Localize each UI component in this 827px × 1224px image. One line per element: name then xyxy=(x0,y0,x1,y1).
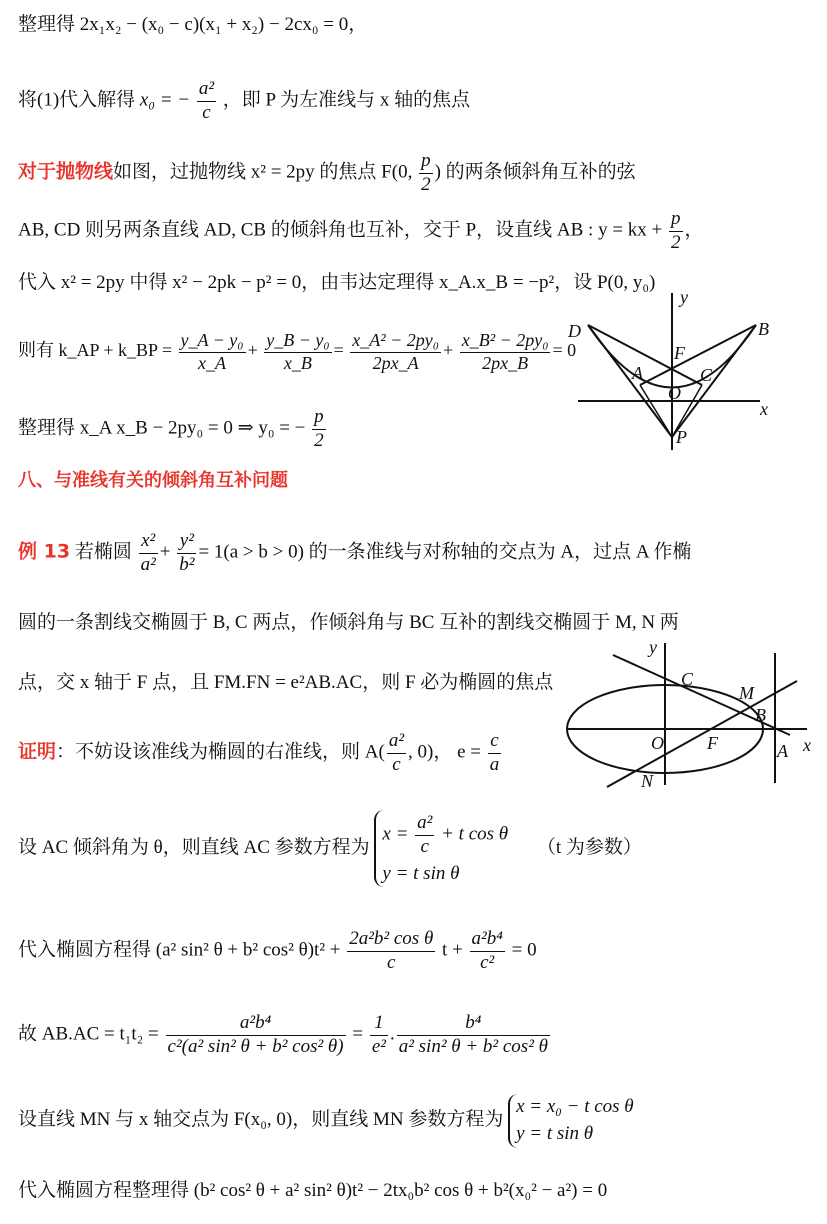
numerator: p xyxy=(419,150,433,174)
fraction xyxy=(460,330,551,374)
line-ad xyxy=(588,325,672,437)
text: = 0 xyxy=(511,939,537,961)
fraction xyxy=(350,330,441,374)
label-p: P xyxy=(676,427,687,447)
text: = 0 xyxy=(552,340,577,361)
parametric-system xyxy=(374,810,508,887)
numerator: c xyxy=(488,730,502,754)
fraction xyxy=(387,730,406,777)
system-row xyxy=(382,810,508,861)
text: + t cos θ xyxy=(441,823,509,845)
section-heading xyxy=(18,470,288,492)
denominator: 2 xyxy=(421,173,431,195)
text: x = xyxy=(382,823,409,845)
text: ) 的两条倾斜角互补的弦 xyxy=(434,161,636,183)
denominator: 2 xyxy=(314,429,324,451)
text: ：不妨设该准线为椭圆的右准线，则 A( xyxy=(56,741,385,763)
label-y: y xyxy=(649,637,657,657)
label-x: x xyxy=(760,399,768,419)
denominator: c²(a² sin² θ + b² cos² θ) xyxy=(167,1035,344,1057)
denominator: a² sin² θ + b² cos² θ xyxy=(398,1035,548,1057)
denominator: a² xyxy=(140,553,156,575)
label-a: A xyxy=(777,741,788,761)
denominator: c xyxy=(387,951,396,973)
text: 则有 k_AP + k_BP = xyxy=(18,340,172,361)
parametric-system xyxy=(508,1094,634,1148)
denominator: c xyxy=(202,101,211,123)
result-line xyxy=(18,406,328,453)
text: t + xyxy=(442,939,463,961)
system-row: y = t sin θ xyxy=(382,862,460,884)
fraction xyxy=(312,406,326,453)
label-a: A xyxy=(632,363,643,383)
text: 如图，过抛物线 x² = 2py 的焦点 F(0, xyxy=(113,161,413,183)
denominator: 2px_A xyxy=(372,352,419,373)
label-y: y xyxy=(680,287,688,307)
denominator: a xyxy=(489,753,500,775)
parabola-tag: 对于抛物线 xyxy=(18,160,114,183)
final-equation-line xyxy=(18,1180,607,1203)
proof-tag: 证明 xyxy=(18,740,57,763)
product-line xyxy=(18,1012,552,1059)
numerator: y_A − y₀ xyxy=(179,330,246,353)
equation-text: 整理得 2x₁x₂ − (x₀ − c)(x₁ + x₂) − 2cx₀ = 0， xyxy=(18,14,368,35)
fraction xyxy=(470,928,505,975)
numerator: y_B − y₀ xyxy=(264,330,331,353)
secant-mn xyxy=(607,681,797,787)
label-c: C xyxy=(700,365,713,385)
text: （t 为参数） xyxy=(536,837,642,859)
system-row: y = t sin θ xyxy=(516,1122,594,1144)
text: 设 AC 倾斜角为 θ，则直线 AC 参数方程为 xyxy=(18,837,370,859)
example-line-2 xyxy=(18,612,679,635)
denominator: c xyxy=(420,835,429,857)
example-line-1: 例 13 若椭圆 $\frac{\text{x²}}{\text{a²}}$ + $\frac{\text{y²}}{\text{b²}}$ = 1(a > b > 0) 的一条准线与对称轴的交点为 A，过点 A 作椭 xyxy=(18,530,692,575)
numerator: x_B² − 2py₀ xyxy=(460,330,551,353)
fraction xyxy=(415,812,434,859)
fraction xyxy=(179,330,246,374)
denominator: c xyxy=(392,753,401,775)
text: x₀ = − xyxy=(139,89,191,111)
slope-sum-line: 则有 k_AP + k_BP = $\frac{\text{y\_A − y₀}}{x\_A}$ + $\frac{\text{y\_B − y₀}}{x\_B}$ = $\frac{\text{x\_A² − 2py₀}}{2px\_A}$ + $\frac{\text{x\_B² − 2py₀}}{2px\_B}$ = 0 xyxy=(18,330,577,373)
numerator: p xyxy=(669,208,683,232)
proof-line xyxy=(18,730,503,777)
numerator: a² xyxy=(197,78,216,102)
label-x: x xyxy=(803,735,811,755)
numerator: a² xyxy=(415,812,434,836)
parabola-figure xyxy=(560,285,785,455)
text: 故 AB.AC = t₁t₂ = xyxy=(18,1023,159,1045)
numerator: y² xyxy=(177,530,196,554)
line-cb xyxy=(672,325,756,437)
fraction xyxy=(370,1012,388,1059)
text: . xyxy=(389,1023,395,1045)
denominator: e² xyxy=(371,1035,386,1057)
fraction xyxy=(166,1012,346,1059)
text: = 1(a > b > 0) 的一条准线与对称轴的交点为 A，过点 A 作椭 xyxy=(198,541,692,563)
label-c: C xyxy=(681,669,694,689)
text: 圆的一条割线交椭圆于 B, C 两点，作倾斜角与 BC 互补的割线交椭圆于 M, N 两 xyxy=(18,612,679,633)
fraction xyxy=(177,530,196,577)
text: 点，交 x 轴于 F 点，且 FM.FN = e²AB.AC，则 F 必为椭圆的焦点 xyxy=(18,672,554,693)
label-b: B xyxy=(755,705,766,725)
label-o: O xyxy=(668,383,681,403)
label-d: D xyxy=(568,321,581,341)
label-m: M xyxy=(739,683,754,703)
text: 整理得 x_A x_B − 2py₀ = 0 ⇒ y₀ = − xyxy=(18,417,306,439)
fraction xyxy=(139,530,158,577)
parabola-line-2 xyxy=(18,208,704,255)
numerator: a² xyxy=(387,730,406,754)
example-line-3 xyxy=(18,672,553,695)
text: 代入 x² = 2py 中得 x² − 2pk − p² = 0，由韦达定理得 x_A.x_B = −p²，设 P(0, y₀) xyxy=(18,272,656,293)
fraction xyxy=(488,730,502,777)
text: = xyxy=(352,1023,364,1045)
denominator: x_A xyxy=(198,352,227,373)
ac-parametric-line xyxy=(18,810,642,887)
fraction xyxy=(669,208,683,255)
fraction xyxy=(264,330,331,374)
text: 代入椭圆方程得 (a² sin² θ + b² cos² θ)t² + xyxy=(18,939,341,961)
label-f: F xyxy=(674,343,685,363)
text: AB, CD 则另两条直线 AD, CB 的倾斜角也互补，交于 P，设直线 AB : y = kx + xyxy=(18,219,663,241)
numerator: x_A² − 2py₀ xyxy=(350,330,441,353)
mn-parametric-line xyxy=(18,1094,634,1148)
numerator: b⁴ xyxy=(397,1012,550,1036)
derivation-line-1 xyxy=(18,14,367,37)
numerator: a²b⁴ xyxy=(470,928,505,952)
text: ，即 P 为左准线与 x 轴的焦点 xyxy=(222,89,471,111)
denominator: c² xyxy=(480,951,495,973)
label-f: F xyxy=(707,733,718,753)
substitution-line xyxy=(18,928,537,975)
denominator: b² xyxy=(179,553,195,575)
denominator: 2px_B xyxy=(482,352,529,373)
fraction xyxy=(397,1012,550,1059)
text: ， xyxy=(684,219,704,241)
numerator: 2a²b² cos θ xyxy=(347,928,435,952)
denominator: x_B xyxy=(283,352,312,373)
label-n: N xyxy=(641,771,654,791)
numerator: a²b⁴ xyxy=(166,1012,346,1036)
numerator: p xyxy=(312,406,326,430)
system-row: x = x₀ − t cos θ xyxy=(516,1096,634,1117)
parabola-intro-line xyxy=(18,150,636,197)
numerator: 1 xyxy=(370,1012,388,1036)
denominator: 2 xyxy=(671,231,681,253)
chord-ab xyxy=(640,325,756,385)
label-o: O xyxy=(651,733,664,753)
text: 将(1)代入解得 xyxy=(18,89,136,111)
heading-text: 八、与准线有关的倾斜角互补问题 xyxy=(18,470,288,491)
fraction xyxy=(197,78,216,125)
derivation-line-2 xyxy=(18,78,470,125)
label-b: B xyxy=(758,319,769,339)
text: 若椭圆 xyxy=(74,541,132,563)
text: , 0)， e = xyxy=(408,741,482,763)
text: 代入椭圆方程整理得 (b² cos² θ + a² sin² θ)t² − 2tx₀b² cos θ + b²(x₀² − a²) = 0 xyxy=(18,1180,608,1201)
ellipse-figure xyxy=(565,635,820,795)
fraction xyxy=(347,928,435,975)
numerator: x² xyxy=(139,530,158,554)
text: 设直线 MN 与 x 轴交点为 F(x₀, 0)，则直线 MN 参数方程为 xyxy=(18,1109,504,1131)
example-tag: 例 13 xyxy=(18,540,71,563)
fraction xyxy=(419,150,433,197)
